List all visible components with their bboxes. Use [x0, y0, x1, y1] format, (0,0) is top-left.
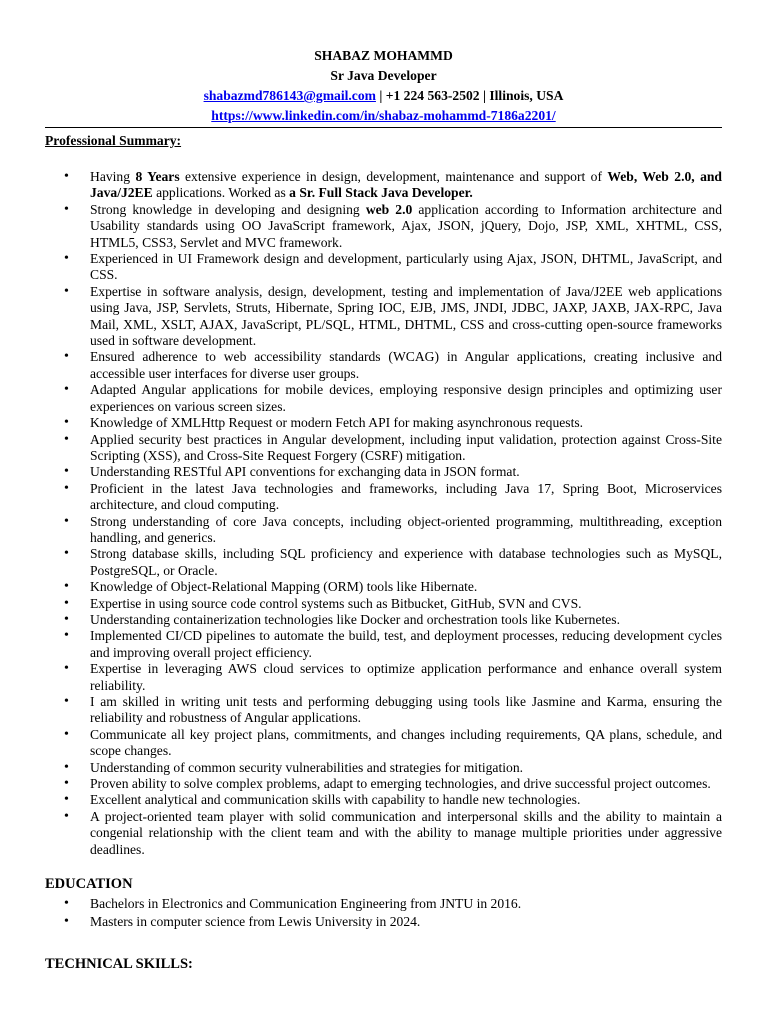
summary-item	[45, 612, 722, 628]
summary-item-text: Having	[90, 169, 136, 184]
bullet-icon: •	[64, 726, 69, 742]
education-item	[45, 914, 722, 930]
summary-item	[45, 349, 722, 382]
summary-item-text: Strong database skills, including SQL proficiency and experience with database technologies such as MySQL, PostgreSQL, or Oracle.	[90, 546, 722, 578]
summary-item-text: Experienced in UI Framework design and development, particularly using Ajax, JSON, DHTML, JavaScript, and CSS.	[90, 251, 722, 283]
summary-item	[45, 792, 722, 808]
linkedin-link[interactable]: https://www.linkedin.com/in/shabaz-mohammd-7186a2201/	[211, 108, 556, 123]
summary-item	[45, 169, 722, 202]
summary-item-text: Adapted Angular applications for mobile devices, employing responsive design principles and optimizing user experiences on various screen sizes.	[90, 382, 722, 414]
bullet-icon: •	[64, 283, 69, 299]
candidate-name: SHABAZ MOHAMMD	[314, 48, 453, 63]
bullet-icon: •	[64, 169, 69, 184]
summary-item	[45, 579, 722, 595]
summary-item	[45, 628, 722, 661]
summary-item-text: application according to Information architecture and Usability standards using OO JavaScript framework, Ajax, JSON, jQuery, Dojo, JSP, XML, XHTML, CSS, HTML5, CSS3, Servlet and MVC framework.	[90, 201, 722, 250]
bullet-icon: •	[64, 251, 69, 267]
summary-item-text: I am skilled in writing unit tests and performing debugging using tools like Jasmine and Karma, ensuring the reliability and robustness of Angular applications.	[90, 694, 722, 726]
bullet-icon: •	[64, 349, 69, 365]
summary-heading: Professional Summary:	[45, 133, 182, 148]
summary-item-text: Expertise in using source code control systems such as Bitbucket, GitHub, SVN and CVS.	[90, 595, 582, 611]
summary-item-text: Strong knowledge in developing and designing	[90, 201, 366, 217]
summary-item	[45, 661, 722, 694]
summary-item-text: Understanding containerization technologies like Docker and orchestration tools like Kubernetes.	[90, 611, 620, 627]
summary-item-emphasis: Web, Web 2.0, and Java/J2EE	[90, 169, 722, 201]
bullet-icon: •	[64, 595, 69, 611]
summary-item-text: Communicate all key project plans, commitments, and changes including requirements, QA plans, schedule, and scope changes.	[90, 726, 722, 759]
summary-item-emphasis: 8 Years	[135, 169, 180, 184]
bullet-icon: •	[64, 415, 69, 431]
summary-item	[45, 727, 722, 760]
summary-item	[45, 760, 722, 776]
bullet-icon: •	[64, 480, 69, 496]
bullet-icon: •	[64, 661, 69, 677]
summary-item-text: Knowledge of Object-Relational Mapping (ORM) tools like Hibernate.	[90, 579, 478, 595]
summary-item-text: A project-oriented team player with solid communication and interpersonal skills and the ability to maintain a congenial relationship with the client team and with the ability to manage multiple priorities under aggressive deadlines.	[90, 808, 722, 857]
summary-item-text: Applied security best practices in Angular development, including input validation, protection against Cross-Site Scripting (XSS), and Cross-Site Request Forgery (CSRF) mitigation.	[90, 431, 722, 463]
bullet-icon: •	[64, 776, 69, 792]
linkedin-line	[45, 106, 722, 126]
summary-item	[45, 546, 722, 579]
summary-item-text: Understanding RESTful API conventions for exchanging data in JSON format.	[90, 464, 520, 480]
summary-item-text: Excellent analytical and communication skills with capability to handle new technologies.	[90, 792, 581, 808]
bullet-icon: •	[64, 694, 69, 709]
candidate-title: Sr Java Developer	[330, 68, 437, 83]
summary-item-text: Expertise in leveraging AWS cloud services to optimize application performance and enhance overall system reliability.	[90, 661, 722, 693]
bullet-icon: •	[64, 431, 69, 447]
bullet-icon: •	[64, 382, 69, 398]
summary-item	[45, 284, 722, 350]
summary-item-text: Knowledge of XMLHttp Request or modern Fetch API for making asynchronous requests.	[90, 415, 584, 431]
education-item-text: Bachelors in Electronics and Communication Engineering from JNTU in 2016.	[90, 896, 522, 912]
summary-item	[45, 694, 722, 727]
bullet-icon: •	[64, 896, 69, 912]
bullet-icon: •	[64, 611, 69, 627]
bullet-icon: •	[64, 628, 69, 644]
summary-item-text: Strong understanding of core Java concepts, including object-oriented programming, multithreading, exception handling, and generics.	[90, 513, 722, 545]
summary-item-text: Proven ability to solve complex problems, adapt to emerging technologies, and drive successful project outcomes.	[90, 776, 711, 792]
summary-item	[45, 382, 722, 415]
summary-item	[45, 251, 722, 284]
summary-item-emphasis: a Sr. Full Stack Java Developer.	[289, 185, 473, 201]
summary-item	[45, 776, 722, 792]
bullet-icon: •	[64, 464, 69, 480]
summary-item	[45, 464, 722, 480]
header-divider	[45, 127, 722, 128]
summary-list	[45, 169, 722, 858]
bullet-icon: •	[64, 201, 69, 217]
bullet-icon: •	[64, 759, 69, 775]
summary-item-text: Proficient in the latest Java technologies and frameworks, including Java 17, Spring Boot, Microservices architecture, and cloud computing.	[90, 480, 722, 513]
bullet-icon: •	[64, 546, 69, 562]
bullet-icon: •	[64, 513, 69, 529]
technical-skills-heading: TECHNICAL SKILLS:	[45, 955, 193, 972]
bullet-icon: •	[64, 808, 69, 824]
summary-item-text: Understanding of common security vulnerabilities and strategies for mitigation.	[90, 759, 524, 775]
bullet-icon: •	[64, 579, 69, 595]
summary-item-text: Ensured adherence to web accessibility standards (WCAG) in Angular applications, creating inclusive and accessible user interfaces for diverse user groups.	[90, 349, 722, 381]
summary-item-text: Expertise in software analysis, design, development, testing and implementation of Java/J2EE web applications using Java, JSP, Servlets, Struts, Hibernate, Spring IOC, EJB, JMS, JNDI, JDBC, JAXP, JAXB, JAX-RPC, Java Mail, XML, XSLT, AJAX, JavaScript, PL/SQL, HTML, DHTML, CSS and cross-cutting open-source frameworks used in software development.	[90, 283, 722, 349]
summary-item-text: extensive experience in design, development, maintenance and support of	[179, 169, 608, 184]
summary-item-emphasis: web 2.0	[365, 201, 413, 217]
bullet-icon: •	[64, 792, 69, 808]
summary-item	[45, 514, 722, 547]
summary-item-text: Implemented CI/CD pipelines to automate the build, test, and deployment processes, reducing development cycles and improving overall project efficiency.	[90, 628, 722, 660]
summary-item	[45, 432, 722, 465]
summary-item-text: applications. Worked as	[152, 185, 290, 201]
education-list	[45, 896, 722, 931]
summary-item	[45, 809, 722, 858]
summary-item	[45, 415, 722, 431]
contact-line	[45, 86, 722, 106]
phone-location: | +1 224 563-2502 | Illinois, USA	[375, 88, 564, 103]
resume-header	[45, 46, 722, 126]
summary-item	[45, 481, 722, 514]
summary-item	[45, 202, 722, 251]
bullet-icon: •	[64, 914, 69, 930]
summary-item	[45, 596, 722, 612]
education-item-text: Masters in computer science from Lewis University in 2024.	[90, 914, 421, 930]
resume-page	[45, 46, 722, 973]
education-heading: EDUCATION	[45, 876, 133, 893]
email-link[interactable]: shabazmd786143@gmail.com	[203, 88, 376, 103]
education-item	[45, 896, 722, 912]
